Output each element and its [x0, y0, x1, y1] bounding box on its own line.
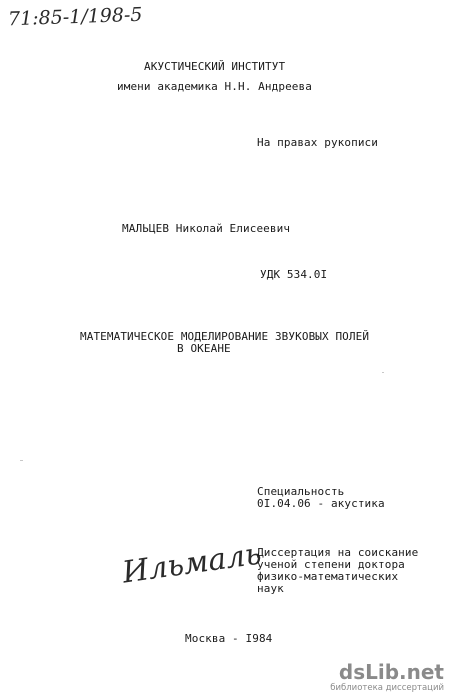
handwritten-catalog-number: 71:85-1/198-5: [7, 3, 143, 31]
specialty-label: Специальность: [257, 485, 345, 498]
author-name: МАЛЬЦЕВ Николай Елисеевич: [122, 222, 291, 235]
watermark-tagline: библиотека диссертаций: [330, 683, 444, 693]
dissertation-line4: наук: [257, 582, 284, 595]
specialty-code: 0I.04.06 - акустика: [257, 497, 385, 510]
watermark-stamp: [304, 660, 444, 694]
place-and-year: Москва - I984: [185, 632, 273, 645]
dissertation-title-line1: МАТЕМАТИЧЕСКОЕ МОДЕЛИРОВАНИЕ ЗВУКОВЫХ ПОЛЕЙ: [80, 330, 370, 343]
udk-code: УДК 534.0I: [260, 268, 328, 281]
dissertation-line2: ученой степени доктора: [257, 558, 405, 571]
rights-note: На правах рукописи: [257, 136, 379, 149]
dissertation-line1: Диссертация на соискание: [257, 546, 419, 559]
dissertation-line3: физико-математических: [257, 570, 399, 583]
scan-speck: [20, 460, 23, 461]
author-signature: Ильмаль: [120, 536, 264, 591]
institute-dedication: имени академика Н.Н. Андреева: [117, 80, 312, 93]
dissertation-title-line2: В ОКЕАНЕ: [177, 342, 231, 355]
scan-speck: [382, 372, 384, 373]
institute-name: АКУСТИЧЕСКИЙ ИНСТИТУТ: [144, 60, 286, 73]
watermark-logo: dsLib.net: [338, 660, 444, 684]
